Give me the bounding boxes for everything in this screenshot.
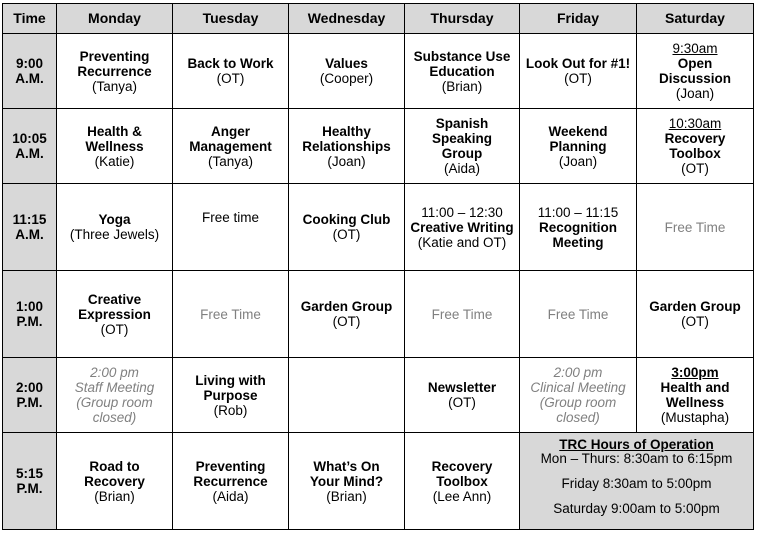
session-title: Discussion: [658, 71, 732, 86]
session-cell: [289, 433, 405, 530]
session-leader: (OT): [448, 395, 476, 410]
table-row: [3, 358, 754, 433]
session-title: Back to Work: [187, 56, 274, 71]
session-title: Group: [441, 146, 483, 161]
session-title: Toolbox: [669, 146, 721, 161]
free-time-cell: [637, 184, 754, 271]
session-title: Values: [325, 56, 368, 71]
session-title: Recovery: [431, 458, 493, 474]
session-title: Garden Group: [300, 299, 393, 314]
session-title: Substance Use: [413, 48, 511, 64]
session-cell: [57, 184, 173, 271]
session-cell: [405, 34, 520, 109]
session-leader: (OT): [332, 314, 361, 329]
session-title: Meeting: [552, 234, 604, 250]
table-row: [3, 109, 754, 184]
header-wednesday: Wednesday: [289, 4, 405, 34]
session-leader: (OT): [681, 161, 709, 176]
session-title: Newsletter: [427, 380, 497, 395]
table-row: [3, 34, 754, 109]
session-cell: [289, 271, 405, 358]
session-cell: [637, 34, 754, 109]
header-thursday: Thursday: [405, 4, 520, 34]
session-title: Healthy: [322, 123, 371, 139]
time-slot: 5:15 P.M.: [3, 433, 57, 530]
session-leader: (Joan): [558, 153, 598, 169]
session-cell: [173, 433, 289, 530]
session-title: Recognition: [539, 219, 617, 235]
session-title: Health and: [660, 380, 730, 395]
session-cell: [520, 109, 637, 184]
session-title: Recurrence: [77, 63, 152, 79]
session-cell: [173, 109, 289, 184]
session-title: What’s On: [313, 458, 380, 474]
session-leader: (Rob): [213, 402, 248, 418]
session-leader: (Lee Ann): [432, 488, 492, 504]
session-title: Weekend: [548, 123, 608, 139]
time-slot: 2:00 P.M.: [3, 358, 57, 433]
header-monday: Monday: [57, 4, 173, 34]
session-time: 11:00 – 12:30: [421, 204, 503, 220]
free-time-cell: [173, 184, 289, 271]
time-slot: 1:00 P.M.: [3, 271, 57, 358]
hours-line: Saturday 9:00am to 5:00pm: [553, 501, 720, 516]
header-saturday: Saturday: [637, 4, 754, 34]
session-leader: (OT): [100, 321, 129, 337]
session-title: Planning: [549, 138, 607, 154]
free-time-label: Free time: [201, 210, 259, 225]
session-cell: [57, 433, 173, 530]
session-title: Recovery: [84, 473, 145, 489]
session-title: Open: [677, 56, 713, 71]
meeting-cell: 2:00 pm Clinical Meeting (Group room closed): [520, 358, 637, 433]
session-leader: (Mustapha): [660, 410, 730, 425]
header-tuesday: Tuesday: [173, 4, 289, 34]
table-row: [3, 433, 754, 530]
session-leader: (Aida): [443, 161, 480, 176]
time-slot: 10:05 A.M.: [3, 109, 57, 184]
session-title: Expression: [78, 306, 151, 322]
session-leader: (Brian): [326, 488, 367, 504]
free-time-label: Free Time: [431, 306, 493, 322]
hours-of-operation: [520, 433, 754, 530]
session-cell: [405, 109, 520, 184]
session-title: Preventing: [79, 48, 150, 64]
session-cell: [173, 358, 289, 433]
session-cell: [520, 34, 637, 109]
schedule-table: [2, 3, 754, 530]
session-cell: [520, 184, 637, 271]
session-title: Relationships: [302, 138, 391, 154]
session-title: Creative: [87, 291, 142, 307]
session-leader: (Katie and OT): [417, 234, 507, 250]
session-cell: [289, 109, 405, 184]
session-title: Recurrence: [193, 473, 268, 489]
session-title: Spanish: [435, 116, 489, 131]
session-leader: (Cooper): [319, 71, 374, 86]
session-leader: (OT): [564, 71, 592, 86]
session-title: Living with: [195, 372, 266, 388]
session-cell: [173, 34, 289, 109]
session-title: Recovery: [664, 131, 726, 146]
hours-heading: TRC Hours of Operation: [559, 437, 714, 452]
hours-line: Friday 8:30am to 5:00pm: [561, 476, 712, 491]
session-title: Purpose: [203, 387, 258, 403]
session-cell: [637, 271, 754, 358]
session-title: Your Mind?: [309, 473, 384, 489]
session-leader: (Aida): [212, 488, 249, 504]
session-cell: [637, 109, 754, 184]
session-cell: [289, 34, 405, 109]
session-cell: [289, 184, 405, 271]
session-title: Management: [189, 138, 272, 154]
session-leader: (Joan): [675, 86, 715, 101]
session-title: Cooking Club: [302, 212, 391, 227]
session-title: Toolbox: [436, 473, 488, 489]
empty-cell: [289, 358, 405, 433]
session-leader: (Three Jewels): [69, 227, 160, 242]
session-title: Wellness: [85, 138, 144, 154]
free-time-cell: [405, 271, 520, 358]
session-cell: [57, 34, 173, 109]
session-leader: (Brian): [441, 78, 483, 94]
session-cell: [405, 184, 520, 271]
session-cell: [405, 358, 520, 433]
session-time: 3:00pm: [671, 365, 719, 380]
session-cell: [57, 109, 173, 184]
free-time-cell: [173, 271, 289, 358]
header-time: Time: [3, 4, 57, 34]
session-cell: [637, 358, 754, 433]
session-title: Health &: [87, 123, 142, 139]
session-title: Education: [429, 63, 495, 79]
session-title: Garden Group: [649, 299, 741, 314]
session-leader: (Brian): [94, 488, 135, 504]
session-cell: [405, 433, 520, 530]
header-row: [3, 4, 754, 34]
session-title: Anger: [210, 123, 250, 139]
session-title: Yoga: [98, 212, 131, 227]
session-leader: (OT): [216, 71, 245, 86]
session-title: Look Out for #1!: [525, 56, 631, 71]
session-leader: (Katie): [94, 153, 135, 169]
time-slot: 11:15 A.M.: [3, 184, 57, 271]
session-leader: (OT): [681, 314, 709, 329]
table-row: [3, 271, 754, 358]
free-time-label: Free Time: [547, 306, 609, 322]
session-title: Wellness: [665, 395, 725, 410]
session-time: 9:30am: [672, 41, 718, 56]
table-row: [3, 184, 754, 271]
session-cell: [57, 271, 173, 358]
free-time-label: Free Time: [664, 219, 726, 235]
header-friday: Friday: [520, 4, 637, 34]
session-leader: (Tanya): [207, 153, 253, 169]
session-leader: (OT): [332, 227, 361, 242]
free-time-label: Free Time: [200, 306, 261, 322]
hours-line: Mon – Thurs: 8:30am to 6:15pm: [540, 451, 733, 466]
meeting-cell: 2:00 pm Staff Meeting (Group room closed): [57, 358, 173, 433]
free-time-cell: [520, 271, 637, 358]
session-leader: (Tanya): [91, 78, 137, 94]
session-time: 10:30am: [668, 116, 722, 131]
session-leader: (Joan): [327, 153, 366, 169]
session-title: Speaking: [431, 131, 493, 146]
session-title: Creative Writing: [410, 219, 514, 235]
time-slot: 9:00 A.M.: [3, 34, 57, 109]
session-time: 11:00 – 11:15: [537, 204, 619, 220]
session-title: Preventing: [195, 458, 266, 474]
session-title: Road to: [89, 458, 140, 474]
